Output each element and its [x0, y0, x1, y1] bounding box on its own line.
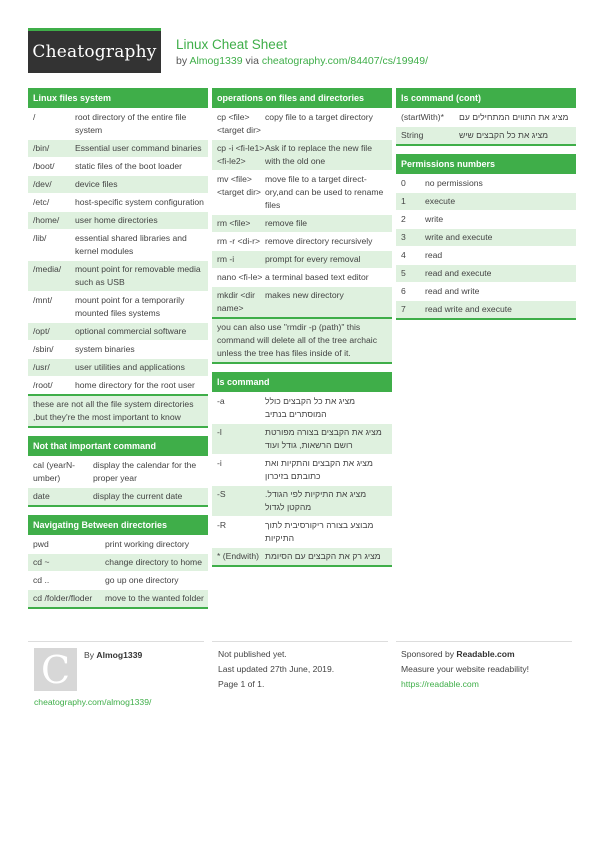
- table-row: [396, 246, 576, 264]
- block-permissions: [396, 154, 576, 320]
- table-row: [28, 211, 208, 229]
- row-key: String: [401, 130, 424, 140]
- row-key: /lib/: [33, 233, 47, 243]
- table-row: [28, 229, 208, 260]
- footer-divider: [212, 641, 388, 642]
- row-value: move file to a target direct-ory,and can be used to rename files: [265, 174, 384, 210]
- row-value: Essential user command binaries: [75, 143, 202, 153]
- table-row: [212, 232, 392, 250]
- block-ls-command-cont: [396, 88, 576, 146]
- row-value: מציג את התווים המתחילים עם: [459, 112, 569, 122]
- table-row: [28, 108, 208, 139]
- row-key: 6: [401, 286, 406, 296]
- block-header: Not that important command: [28, 436, 208, 456]
- row-value: write: [425, 214, 444, 224]
- row-value: static files of the boot loader: [75, 161, 183, 171]
- table-row: [396, 126, 576, 144]
- row-key: /bin/: [33, 143, 50, 153]
- row-value: read and execute: [425, 268, 492, 278]
- sheet-url-link[interactable]: cheatography.com/84407/cs/19949/: [261, 55, 429, 67]
- row-key: cp <file> <target dir>: [217, 112, 261, 135]
- row-key: rm -r <di-r>: [217, 236, 260, 246]
- block-linux-files-system: [28, 88, 208, 428]
- row-value: Ask if to replace the new file with the old one: [265, 143, 372, 166]
- row-value: optional commercial software: [75, 326, 187, 336]
- table-row: [396, 192, 576, 210]
- cheatography-logo[interactable]: [28, 28, 161, 73]
- row-key: mkdir <dir name>: [217, 290, 255, 313]
- author-link[interactable]: Almog1339: [189, 55, 243, 67]
- row-key: nano <fi-le>: [217, 272, 263, 282]
- column-3: [396, 88, 576, 328]
- row-key: /mnt/: [33, 295, 53, 305]
- author-name: Almog1339: [96, 650, 143, 660]
- row-key: * (Endwith): [217, 551, 260, 561]
- by-label: by: [176, 55, 188, 67]
- sponsored-label: Sponsored by: [401, 649, 455, 659]
- table-row: [212, 286, 392, 317]
- table-row: [28, 175, 208, 193]
- block-header: Permissions numbers: [396, 154, 576, 174]
- rows: [28, 535, 208, 607]
- row-value: remove directory recursively: [265, 236, 373, 246]
- row-value: go up one directory: [105, 575, 179, 585]
- table-row: [212, 108, 392, 139]
- via-label: via: [245, 55, 259, 67]
- row-value: display the calendar for the proper year: [93, 460, 197, 483]
- row-key: /dev/: [33, 179, 52, 189]
- block-note: you can also use "rmdir -p (path)" this command will delete all of the tree archaic unless the tree has files inside of it.: [212, 317, 392, 362]
- table-row: [396, 108, 576, 126]
- row-key: /home/: [33, 215, 60, 225]
- table-row: [28, 456, 208, 487]
- row-value: home directory for the root user: [75, 380, 195, 390]
- footer-divider: [396, 641, 572, 642]
- row-key: 0: [401, 178, 406, 188]
- row-value: מציג רק את הקבצים עם הסיומת: [265, 551, 381, 561]
- row-value: user utilities and applications: [75, 362, 185, 372]
- table-row: [212, 454, 392, 485]
- row-value: mount point for removable media such as USB: [75, 264, 201, 287]
- column-1: [28, 88, 208, 617]
- rows: [212, 392, 392, 565]
- row-key: mv <file> <target dir>: [217, 174, 261, 197]
- row-key: cd /folder/floder: [33, 593, 93, 603]
- block-note: these are not all the file system directories ,but they're the most important to know: [28, 394, 208, 426]
- table-row: [28, 139, 208, 157]
- row-value: a terminal based text editor: [265, 272, 369, 282]
- row-value: מבוצע בצורה ריקורסיבית לתוך התיקיות: [265, 520, 374, 543]
- row-key: -R: [217, 520, 227, 530]
- table-row: [212, 139, 392, 170]
- table-row: [28, 376, 208, 394]
- row-value: מציג את הקבצים והתקיות ואת כתובתם בזיכרון: [265, 458, 373, 481]
- row-key: /opt/: [33, 326, 50, 336]
- block-operations: [212, 88, 392, 364]
- row-key: rm <file>: [217, 218, 251, 228]
- column-2: [212, 88, 392, 575]
- sponsor-tagline: Measure your website readability!: [401, 664, 530, 674]
- table-row: [396, 174, 576, 192]
- row-key: 4: [401, 250, 406, 260]
- row-key: 1: [401, 196, 406, 206]
- row-value: root directory of the entire file system: [75, 112, 187, 135]
- row-value: read: [425, 250, 443, 260]
- row-value: read and write: [425, 286, 480, 296]
- table-row: [212, 392, 392, 423]
- table-row: [28, 571, 208, 589]
- table-row: [396, 282, 576, 300]
- table-row: [212, 268, 392, 286]
- row-key: -l: [217, 427, 222, 437]
- rows: [396, 174, 576, 318]
- table-row: [212, 423, 392, 454]
- row-value: move to the wanted folder: [105, 593, 204, 603]
- byline: [176, 55, 428, 67]
- table-row: [28, 322, 208, 340]
- row-key: /sbin/: [33, 344, 54, 354]
- row-value: מציג את כל הקבצים כולל המוסתרים בנתיב: [265, 396, 356, 419]
- rows: [212, 108, 392, 317]
- block-ls-command: [212, 372, 392, 567]
- row-value: mount point for a temporarily mounted files systems: [75, 295, 185, 318]
- last-updated: Last updated 27th June, 2019.: [218, 664, 335, 674]
- row-key: rm -i: [217, 254, 235, 264]
- table-row: [212, 516, 392, 547]
- row-value: מציג את כל הקבצים שיש: [459, 130, 549, 140]
- block-header: Linux files system: [28, 88, 208, 108]
- logo-text: Cheatography: [32, 42, 157, 62]
- author-profile-link[interactable]: cheatography.com/almog1339/: [34, 697, 152, 707]
- row-key: cp -i <fi-le1> <fi-le2>: [217, 143, 265, 166]
- table-row: [28, 535, 208, 553]
- row-key: cd ~: [33, 557, 50, 567]
- footer-divider: [28, 641, 204, 642]
- table-row: [212, 547, 392, 565]
- row-key: (startWith)*: [401, 112, 444, 122]
- block-navigating: [28, 515, 208, 609]
- by-label: By: [84, 650, 95, 660]
- page-number: Page 1 of 1.: [218, 679, 265, 689]
- table-row: [28, 157, 208, 175]
- table-row: [28, 193, 208, 211]
- table-row: [28, 358, 208, 376]
- table-row: [28, 553, 208, 571]
- row-key: /etc/: [33, 197, 50, 207]
- table-row: [212, 214, 392, 232]
- rows: [28, 108, 208, 394]
- row-value: copy file to a target directory: [265, 112, 373, 122]
- row-key: /boot/: [33, 161, 55, 171]
- row-value: display the current date: [93, 491, 183, 501]
- table-row: [28, 487, 208, 505]
- row-value: user home directories: [75, 215, 158, 225]
- sponsor-name: Readable.com: [456, 649, 515, 659]
- sheet-title: Linux Cheat Sheet: [176, 37, 288, 52]
- row-key: /media/: [33, 264, 62, 274]
- table-row: [28, 340, 208, 358]
- table-row: [212, 170, 392, 214]
- block-header: ls command: [212, 372, 392, 392]
- table-row: [28, 260, 208, 291]
- row-value: write and execute: [425, 232, 493, 242]
- row-value: remove file: [265, 218, 308, 228]
- row-value: makes new directory: [265, 290, 344, 300]
- row-key: pwd: [33, 539, 49, 549]
- block-not-important: [28, 436, 208, 507]
- row-key: cal (yearN-umber): [33, 460, 76, 483]
- table-row: [212, 485, 392, 516]
- block-header: operations on files and directories: [212, 88, 392, 108]
- row-key: -i: [217, 458, 222, 468]
- publish-status: Not published yet.: [218, 649, 287, 659]
- row-value: מציג את התיקיות לפי הגודל. מהקטן לגדול: [265, 489, 367, 512]
- row-key: -a: [217, 396, 225, 406]
- table-row: [396, 264, 576, 282]
- sponsor-link[interactable]: https://readable.com: [401, 679, 479, 689]
- row-value: print working directory: [105, 539, 190, 549]
- footer-author: [84, 649, 142, 662]
- row-value: system binaries: [75, 344, 135, 354]
- row-value: essential shared libraries and kernel modules: [75, 233, 187, 256]
- rows: [396, 108, 576, 144]
- block-header: Navigating Between directories: [28, 515, 208, 535]
- table-row: [28, 291, 208, 322]
- table-row: [396, 300, 576, 318]
- row-key: /usr/: [33, 362, 50, 372]
- table-row: [396, 210, 576, 228]
- table-row: [28, 589, 208, 607]
- row-value: change directory to home: [105, 557, 202, 567]
- row-key: 3: [401, 232, 406, 242]
- row-value: read write and execute: [425, 304, 512, 314]
- row-key: 5: [401, 268, 406, 278]
- table-row: [212, 250, 392, 268]
- author-avatar[interactable]: C: [34, 648, 77, 691]
- row-value: host-specific system configuration: [75, 197, 204, 207]
- row-key: /root/: [33, 380, 53, 390]
- row-value: prompt for every removal: [265, 254, 361, 264]
- row-key: cd ..: [33, 575, 50, 585]
- row-value: מציג את הקבצים בצורה מפורטת רושם הרשאות, גודל ועוד: [265, 427, 382, 450]
- table-row: [396, 228, 576, 246]
- row-key: -S: [217, 489, 226, 499]
- row-value: execute: [425, 196, 456, 206]
- row-value: no permissions: [425, 178, 483, 188]
- row-key: 2: [401, 214, 406, 224]
- row-key: 7: [401, 304, 406, 314]
- row-key: date: [33, 491, 50, 501]
- row-value: device files: [75, 179, 118, 189]
- block-header: ls command (cont): [396, 88, 576, 108]
- sponsor-line: [401, 648, 515, 661]
- rows: [28, 456, 208, 505]
- row-key: /: [33, 112, 36, 122]
